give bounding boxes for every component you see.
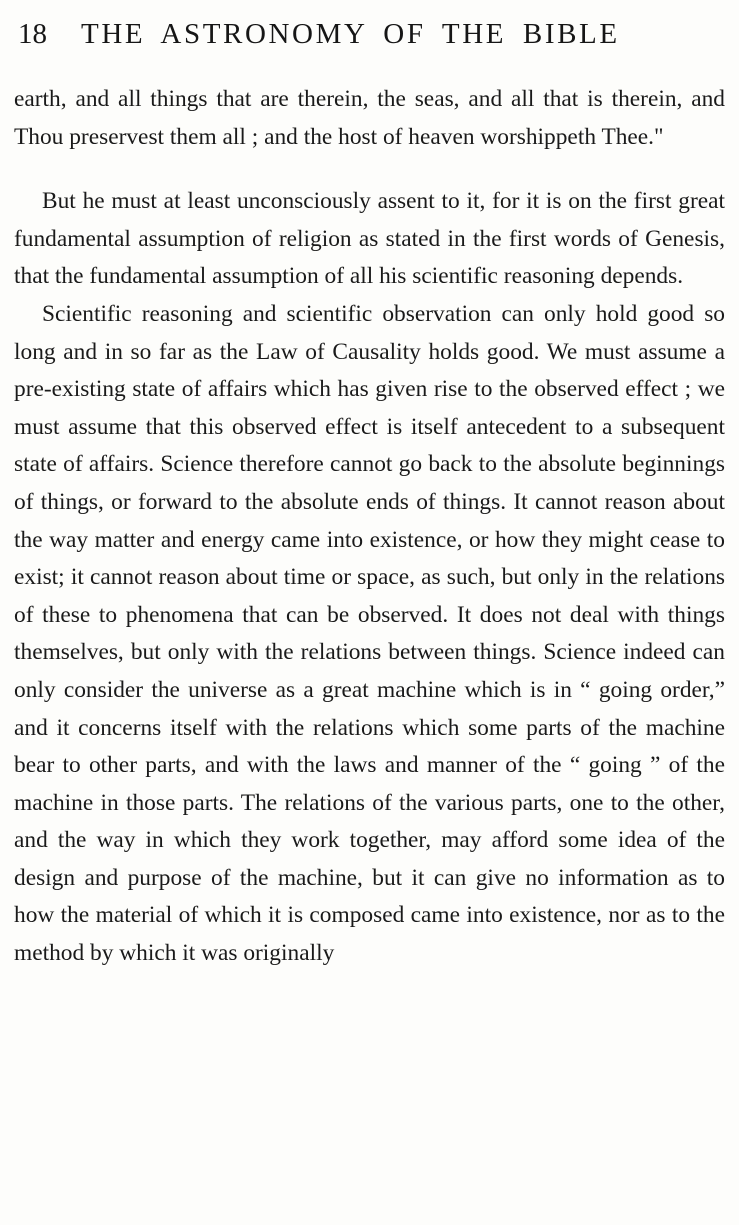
page-body — [0, 51, 739, 973]
paragraph-scientific-reasoning: Scientific reasoning and scientific observation can only hold good so long and in so far as the Law of Causality holds good. We must assume a pre-existing state of affairs which has given rise to the observed effect ; we must assume that this observed effect is itself antecedent to a subsequent state of affairs. Science therefore cannot go back to the absolute beginnings of things, or forward to the absolute ends of things. It cannot reason about the way matter and energy came into existence, or how they might cease to exist; it cannot reason about time or space, as such, but only in the relations of these to phenomena that can be observed. It does not deal with things themselves, but only with the relations between things. Science indeed can only consider the universe as a great machine which is in “ going order,” and it concerns itself with the relations which some parts of the machine bear to other parts, and with the laws and manner of the “ going ” of the machine in those parts. The relations of the various parts, one to the other, and the way in which they work together, may afford some idea of the design and purpose of the machine, but it can give no information as to how the material of which it is composed came into existence, nor as to the method by which it was originally — [14, 300, 725, 967]
page-header — [0, 0, 739, 51]
page-number: 18 — [18, 18, 47, 50]
paragraph-quote-tail: earth, and all things that are therein, the seas, and all that is therein, and Thou preservest them all ; and the host of heaven worshippeth Thee." — [14, 86, 725, 150]
page-bottom-edge — [0, 1225, 739, 1231]
paragraph-assent: But he must at least unconsciously assent to it, for it is on the first great fundamental assumption of religion as stated in the first words of Genesis, that the fundamental assumption of all his scientific reasoning depends. — [14, 188, 725, 290]
running-title: THE ASTRONOMY OF THE BIBLE — [81, 18, 620, 50]
